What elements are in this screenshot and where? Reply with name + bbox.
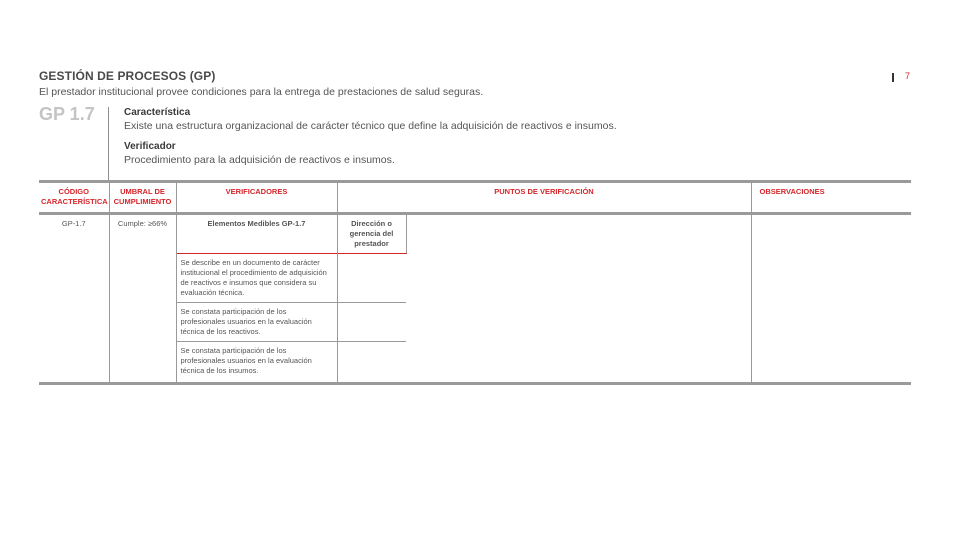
caracteristica-text: Existe una estructura organizacional de carácter técnico que define la adquisición de reactivos e insumos.	[124, 120, 617, 132]
cell-element-1: Se describe en un documento de carácter institucional el procedimiento de adquisición de reactivos e insumos que considera su evaluación técnica.	[176, 254, 337, 303]
cell-code: GP-1.7	[39, 214, 109, 384]
page-number: 7	[905, 71, 911, 81]
col-puntos: PUNTOS DE VERIFICACIÓN	[337, 182, 751, 214]
verification-table	[39, 180, 911, 385]
verificador-label: Verificador	[124, 141, 176, 152]
caracteristica-label: Característica	[124, 107, 191, 118]
section-subtitle: El prestador institucional provee condiciones para la entrega de prestaciones de salud seguras.	[39, 86, 484, 98]
cell-observations	[751, 214, 911, 384]
table-row	[39, 214, 911, 254]
cell-verification-point: Dirección o gerencia del prestador	[337, 214, 406, 254]
cell-check-3	[337, 342, 406, 384]
divider	[108, 107, 109, 181]
cell-element-3: Se constata participación de los profesionales usuarios en la evaluación técnica de los insumos.	[176, 342, 337, 384]
section-title: GESTIÓN DE PROCESOS (GP)	[39, 69, 216, 83]
col-verificadores: VERIFICADORES	[176, 182, 337, 214]
cell-elements-title: Elementos Medibles GP-1.7	[176, 214, 337, 254]
verificador-text: Procedimiento para la adquisición de reactivos e insumos.	[124, 154, 395, 166]
col-umbral: UMBRAL DE CUMPLIMIENTO	[109, 182, 176, 214]
col-codigo: CÓDIGO CARACTERÍSTICA	[39, 182, 109, 214]
cell-points-empty	[406, 214, 751, 384]
page-marker	[892, 73, 894, 82]
cell-threshold: Cumple: ≥66%	[109, 214, 176, 384]
cell-element-2: Se constata participación de los profesionales usuarios en la evaluación técnica de los reactivos.	[176, 303, 337, 342]
cell-check-2	[337, 303, 406, 342]
cell-check-1	[337, 254, 406, 303]
standard-code: GP 1.7	[39, 104, 95, 124]
col-observaciones: OBSERVACIONES	[751, 182, 911, 214]
table-header-row	[39, 182, 911, 214]
